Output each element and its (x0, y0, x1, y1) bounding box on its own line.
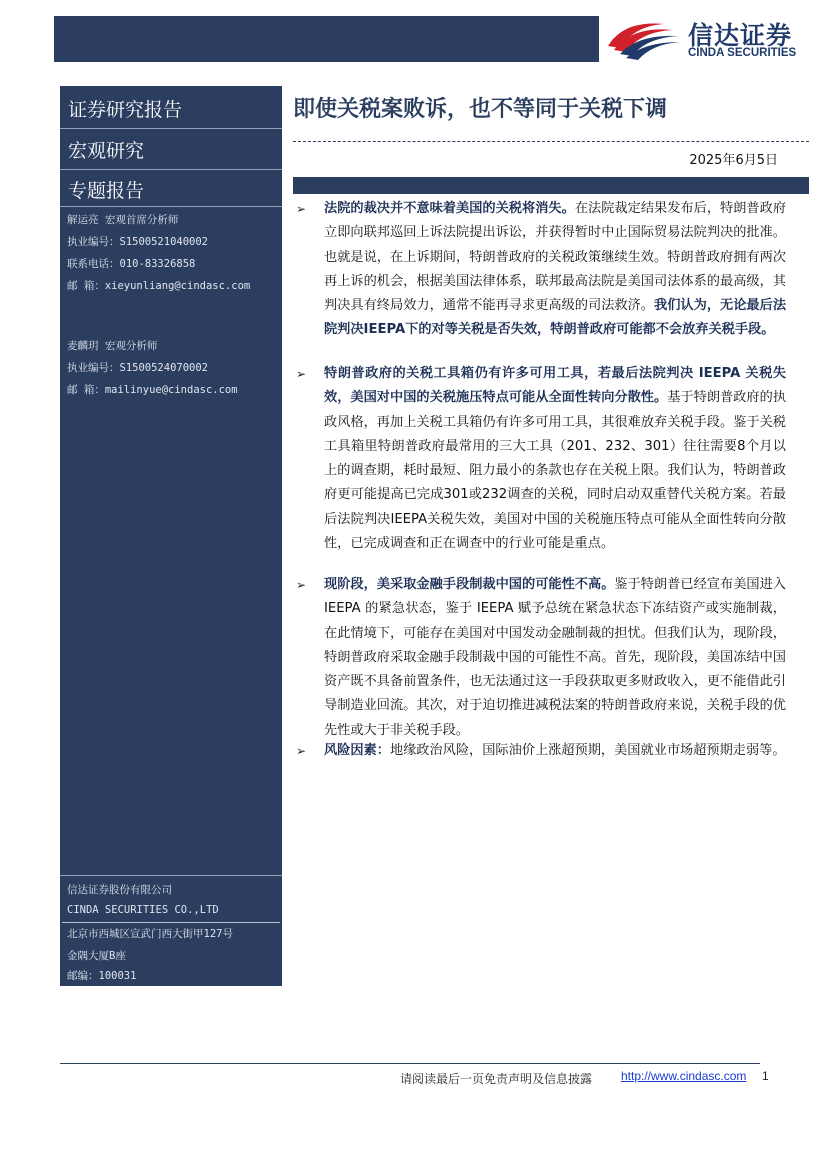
footer-website-link[interactable]: http://www.cindasc.com (621, 1069, 747, 1083)
report-title: 即使关税案败诉，也不等同于关税下调 (293, 97, 668, 122)
analyst-2-name: 麦麟玥 宏观分析师 (67, 340, 158, 352)
page-number: 1 (762, 1069, 769, 1083)
logo-chinese-name: 信达证券 (688, 21, 793, 50)
item-1-lead: 法院的裁决并不意味着美国的关税将消失。 (324, 201, 575, 216)
company-logo (604, 14, 809, 62)
company-address-1: 北京市西城区宣武门西大街甲127号 (67, 928, 233, 940)
footer-disclaimer: 请阅读最后一页免责声明及信息披露 (400, 1072, 593, 1086)
item-1-conclusion: 我们认为，无论最后法院判决IEEPA下的对等关税是否失效，特朗普政府可能都不会放弃关税手段。 (324, 298, 787, 338)
company-cn: 信达证券股份有限公司 (67, 884, 172, 896)
logo-english-name: CINDA SECURITIES (688, 47, 797, 59)
analyst-2-cert: 执业编号：S1500524070002 (67, 362, 209, 374)
company-en: CINDA SECURITIES CO.,LTD (67, 904, 219, 916)
header-banner (54, 16, 599, 62)
analyst-1-phone: 联系电话：010-83326858 (67, 258, 196, 270)
analyst-1-cert: 执业编号：S1500521040002 (67, 236, 209, 248)
analyst-1-email: 邮 箱：xieyunliang@cindasc.com (67, 280, 251, 292)
footer-rule (60, 1063, 760, 1064)
bullet-arrow-icon: ➢ (296, 202, 307, 216)
summary-item-4 (324, 739, 786, 763)
item-1-text: 在法院裁定结果发布后，特朗普政府立即向联邦巡回上诉法院提出诉讼，并获得暂时中止国际贸易法院判决的批准。也就是说，在上诉期间，特朗普政府的关税政策继续生效。特朗普政府拥有两次再上诉的机会，根据美国法律体系，联邦最高法院是美国司法体系的最高级，其判决具有终局效力，通常不能再寻求更高级的司法救济。 (324, 201, 787, 314)
cinda-logo-icon (604, 16, 682, 62)
analyst-1-name: 解运亮 宏观首席分析师 (67, 214, 179, 226)
sidebar-info-panel (60, 206, 282, 986)
item-3-lead: 现阶段，美采取金融手段制裁中国的可能性不高。 (324, 577, 615, 592)
sidebar-label-macro: 宏观研究 (68, 140, 145, 162)
item-3-text: 鉴于特朗普已经宣布美国进入 IEEPA 的紧急状态，鉴于 IEEPA 赋予总统在紧急状态下冻结资产或实施制裁，在此情境下，可能存在美国对中国发动金融制裁的担忧。但我们认为，现阶段，特朗普政府采取金融手段制裁中国的可能性不高。首先，现阶段，美国冻结中国资产既不具备前置条件，也无法通过这一手段获取更多财政收入，更不能借此引导制造业回流。其次，对于迫切推进减税法案的特朗普政府来说，关税手段的优先性或大于非关税手段。 (324, 577, 786, 738)
title-rule (293, 141, 809, 142)
date-bar (293, 177, 809, 194)
sidebar-label-special: 专题报告 (68, 180, 145, 202)
summary-item-2 (324, 362, 786, 556)
bullet-arrow-icon: ➢ (296, 367, 307, 381)
bullet-arrow-icon: ➢ (296, 744, 307, 758)
company-postcode: 邮编：100031 (67, 970, 137, 982)
analyst-2-email: 邮 箱：mailinyue@cindasc.com (67, 384, 238, 396)
summary-item-3 (324, 573, 786, 743)
company-address-2: 金隅大厦B座 (67, 950, 126, 962)
company-divider (60, 875, 282, 876)
report-date: 2025年6月5日 (689, 153, 778, 168)
item-4-lead: 风险因素： (324, 743, 390, 758)
summary-item-1 (324, 197, 786, 343)
company-sub-divider (62, 922, 280, 923)
item-2-text: 基于特朗普政府的执政风格，再加上关税工具箱仍有许多可用工具，其很难放弃关税手段。鉴于关税工具箱里特朗普政府最常用的三大工具（201、232、301）往往需要8个月以上的调查期，耗时最短、阻力最小的条款也存在关税上限。我们认为，特朗普政府更可能提高已完成301或232调查的关税，同时启动双重替代关税方案。若最后法院判决IEEPA关税失效，美国对中国的关税施压特点可能从全面性转向分散性，已完成调查和正在调查中的行业可能是重点。 (324, 390, 787, 552)
sidebar-label-research-report: 证券研究报告 (68, 99, 183, 121)
sidebar-divider (60, 206, 282, 207)
item-2-lead: 特朗普政府的关税工具箱仍有许多可用工具，若最后法院判决 IEEPA 关税失效，美国对中国的关税施压特点可能从全面性转向分散性。 (324, 366, 786, 406)
item-4-text: 地缘政治风险，国际油价上涨超预期，美国就业市场超预期走弱等。 (389, 743, 786, 758)
bullet-arrow-icon: ➢ (296, 578, 307, 592)
